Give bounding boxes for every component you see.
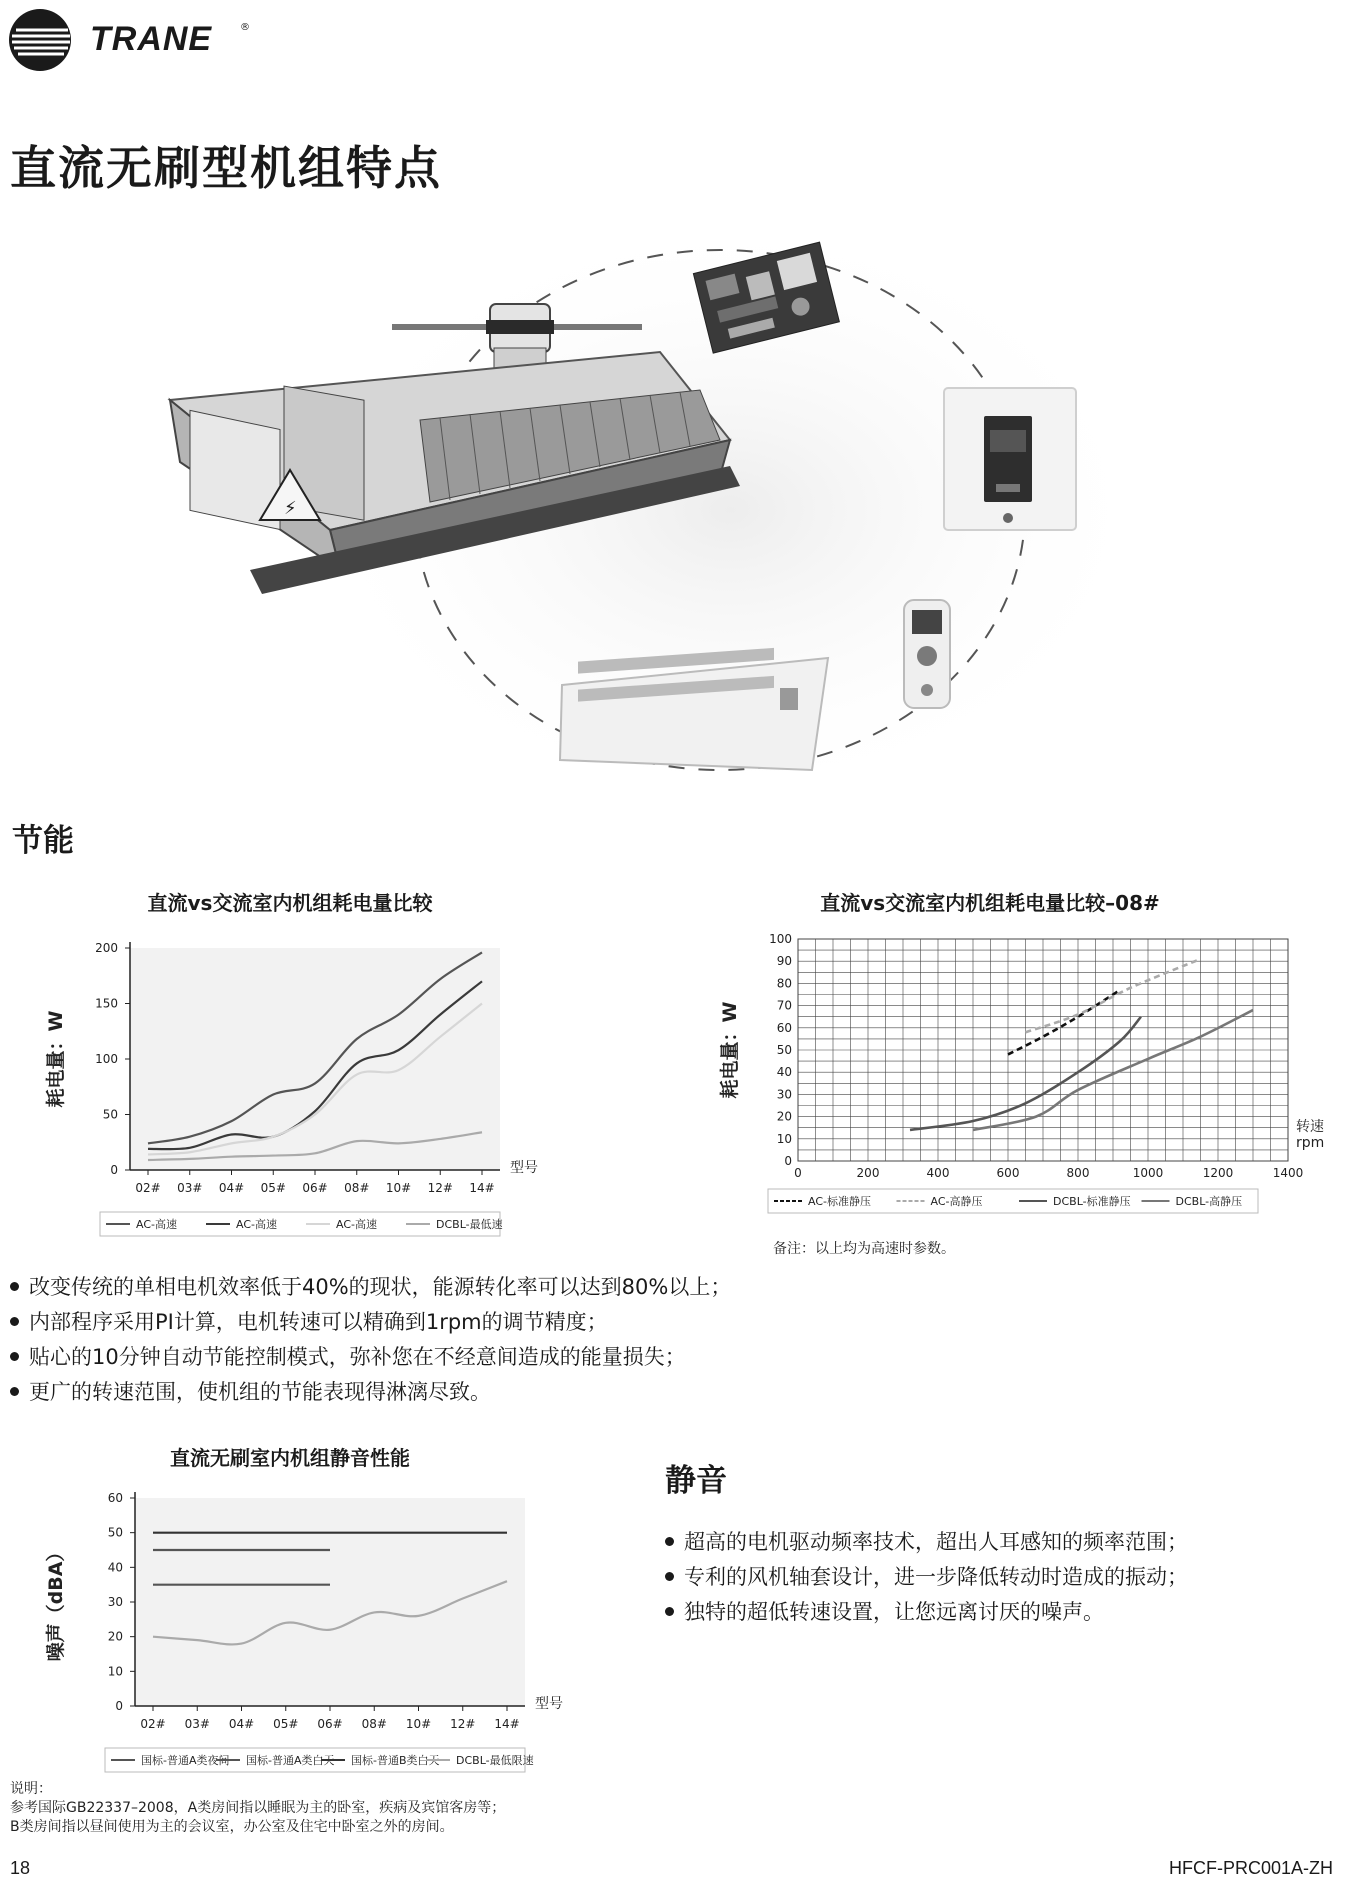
x-tick-label: 06# [317, 1717, 343, 1731]
x-tick-label: 02# [135, 1181, 161, 1195]
bullet-dot-icon [665, 1537, 674, 1546]
x-tick-label: 03# [177, 1181, 203, 1195]
y-tick-label: 40 [776, 1065, 792, 1080]
energy-bullet: 内部程序采用PI计算，电机转速可以精确到1rpm的调节精度； [10, 1305, 731, 1340]
remote-control-icon [904, 600, 950, 708]
x-tick-label: 0 [794, 1166, 802, 1180]
product-illustration [0, 240, 1345, 800]
chart2-title: 直流vs交流室内机组耗电量比较–08# [820, 891, 1160, 915]
y-tick-label: 40 [107, 1560, 123, 1575]
y-tick-label: 90 [776, 954, 792, 969]
bullet-dot-icon [10, 1387, 19, 1396]
x-tick-label: 04# [228, 1717, 255, 1731]
chart2-note: 备注：以上均为高速时参数。 [773, 1241, 955, 1257]
legend-label: AC-高速 [136, 1218, 177, 1231]
y-tick-label: 20 [107, 1629, 123, 1644]
chart3-noise-performance [40, 1480, 600, 1820]
chart1-power-comparison [40, 925, 560, 1285]
y-tick-label: 10 [776, 1131, 792, 1146]
energy-bullet: 贴心的10分钟自动节能控制模式，弥补您在不经意间造成的能量损失； [10, 1340, 731, 1375]
x-tick-label: 08# [361, 1717, 387, 1731]
y-tick-label: 30 [776, 1087, 792, 1102]
x-tick-label: 14# [494, 1717, 520, 1731]
chart2-power-vs-rpm [710, 925, 1325, 1245]
legend-label: 国标-普通A类白天 [246, 1754, 335, 1767]
y-tick-label: 60 [776, 1020, 792, 1035]
y-axis-label: 耗电量：W [45, 1010, 67, 1108]
legend-label: 国标-普通A类夜间 [141, 1754, 230, 1767]
x-axis-label: 型号 [535, 1696, 563, 1712]
bullet-dot-icon [10, 1317, 19, 1326]
x-tick-label: 02# [140, 1717, 166, 1731]
x-tick-label: 12# [450, 1717, 476, 1731]
x-tick-label: 800 [1066, 1166, 1090, 1180]
x-tick-label: 10# [405, 1717, 432, 1731]
quiet-bullet-list [665, 1525, 1188, 1630]
y-tick-label: 100 [95, 1052, 118, 1066]
x-tick-label: 400 [926, 1166, 950, 1180]
legend-label: DCBL-最低速 [436, 1218, 503, 1231]
brand-registered-mark: ® [240, 22, 250, 33]
wall-controller-icon [944, 388, 1076, 530]
y-tick-label: 100 [769, 932, 792, 946]
x-tick-label: 08# [344, 1181, 370, 1195]
x-tick-label: 03# [184, 1717, 210, 1731]
chart3-title: 直流无刷室内机组静音性能 [170, 1446, 410, 1470]
trane-logo-mark-icon [8, 8, 72, 72]
energy-bullet: 更广的转速范围，使机组的节能表现得淋漓尽致。 [10, 1375, 731, 1410]
quiet-bullet: 超高的电机驱动频率技术，超出人耳感知的频率范围； [665, 1525, 1188, 1560]
y-tick-label: 50 [107, 1525, 123, 1540]
x-tick-label: 1400 [1272, 1166, 1304, 1180]
plot-area [135, 1498, 525, 1706]
x-tick-label: 10# [385, 1181, 412, 1195]
x-axis-label: 转速 [1296, 1119, 1324, 1135]
y-tick-label: 80 [776, 976, 792, 991]
y-axis-label: 噪声（dBA） [45, 1542, 67, 1662]
x-tick-label: 04# [218, 1181, 245, 1195]
legend-label: DCBL-标准静压 [1053, 1195, 1131, 1208]
legend-label: DCBL-最低限速 [456, 1754, 534, 1767]
legend-label: AC-高速 [236, 1218, 277, 1231]
y-tick-label: 70 [776, 998, 792, 1013]
y-tick-label: 20 [776, 1109, 792, 1124]
y-tick-label: 30 [107, 1595, 123, 1609]
bottom-note-line: 说明： [10, 1781, 52, 1797]
x-tick-label: 06# [302, 1181, 328, 1195]
quiet-bullet: 独特的超低转速设置，让您远离讨厌的噪声。 [665, 1595, 1188, 1630]
bottom-note-line: 参考国际GB22337–2008，A类房间指以睡眠为主的卧室，疾病及宾馆客房等； [10, 1800, 506, 1816]
y-tick-label: 0 [115, 1699, 123, 1713]
x-tick-label: 05# [260, 1181, 286, 1195]
legend-label: 国标-普通B类白天 [351, 1754, 440, 1767]
y-tick-label: 50 [776, 1043, 792, 1057]
bullet-dot-icon [10, 1282, 19, 1291]
x-tick-label: 14# [469, 1181, 495, 1195]
legend-label: AC-高速 [336, 1218, 377, 1231]
brand-name: TRANE [90, 20, 213, 58]
x-tick-label: 200 [856, 1166, 880, 1180]
energy-bullet-list [10, 1270, 731, 1410]
trane-logo [8, 8, 250, 70]
y-tick-label: 60 [107, 1491, 123, 1505]
chart1-title: 直流vs交流室内机组耗电量比较 [147, 891, 433, 915]
y-tick-label: 150 [95, 996, 118, 1011]
y-tick-label: 0 [784, 1154, 792, 1168]
energy-bullet: 改变传统的单相电机效率低于40%的现状，能源转化率可以达到80%以上； [10, 1270, 731, 1305]
x-tick-label: 1200 [1202, 1166, 1234, 1180]
x-tick-label: 05# [273, 1717, 299, 1731]
x-tick-label: 12# [427, 1181, 453, 1195]
bottom-note-line: B类房间指以昼间使用为主的会议室，办公室及住宅中卧室之外的房间。 [10, 1819, 454, 1835]
bullet-dot-icon [10, 1352, 19, 1361]
quiet-bullet: 专利的风机轴套设计，进一步降低转动时造成的振动； [665, 1560, 1188, 1595]
energy-section-heading: 节能 [12, 823, 74, 859]
quiet-section-heading: 静音 [665, 1463, 727, 1499]
y-tick-label: 0 [110, 1163, 118, 1177]
y-tick-label: 50 [102, 1107, 118, 1122]
document-code: HFCF-PRC001A-ZH [1168, 1858, 1333, 1878]
bullet-dot-icon [665, 1607, 674, 1616]
legend-label: AC-高静压 [930, 1195, 983, 1208]
y-tick-label: 10 [107, 1664, 123, 1679]
legend-label: AC-标准静压 [808, 1195, 871, 1208]
x-axis-label: 型号 [510, 1160, 538, 1176]
page-title: 直流无刷型机组特点 [10, 141, 442, 195]
legend-label: DCBL-高静压 [1175, 1195, 1243, 1208]
y-tick-label: 200 [95, 941, 118, 955]
y-axis-label: 耗电量：W [719, 1001, 741, 1099]
bullet-dot-icon [665, 1572, 674, 1581]
x-axis-unit: rpm [1296, 1135, 1325, 1151]
svg-text:⚡: ⚡ [284, 498, 297, 519]
x-tick-label: 1000 [1132, 1166, 1164, 1180]
page-number: 18 [10, 1858, 31, 1878]
bottom-note [10, 1780, 505, 1837]
x-tick-label: 600 [996, 1166, 1020, 1180]
